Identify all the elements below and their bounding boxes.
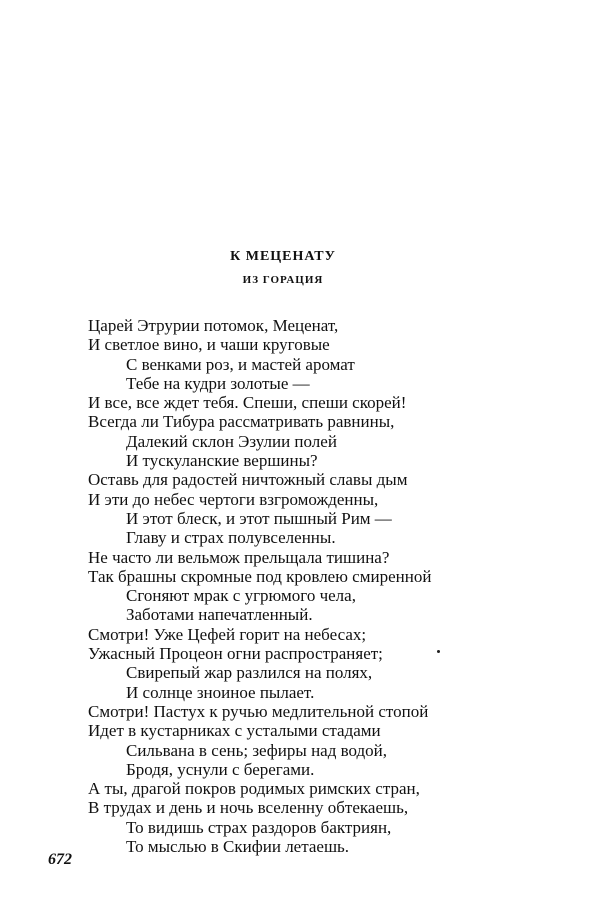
page-number: 672: [48, 851, 72, 868]
poem-line: А ты, драгой покров родимых римских стран,: [88, 779, 420, 799]
poem-line: Смотри! Уже Цефей горит на небесах;: [88, 624, 367, 644]
poem-line: То видишь страх раздоров бактриян,: [126, 817, 392, 837]
poem-line: И все, все ждет тебя. Спеши, спеши скорей!: [88, 393, 407, 413]
poem-line: И светлое вино, и чаши круговые: [88, 335, 330, 355]
poem-line: И тускуланские вершины?: [126, 451, 318, 471]
poem-line: Идет в кустарниках с усталыми стадами: [88, 721, 381, 741]
poem-line: И солнце зноиное пылает.: [126, 682, 315, 702]
poem-line: Далекий склон Эзулии полей: [126, 431, 337, 451]
poem-line: Оставь для радостей ничтожный славы дым: [88, 470, 408, 490]
poem-line: Свирепый жар разлился на полях,: [126, 663, 373, 683]
poem-subtitle: ИЗ ГОРАЦИЯ: [242, 274, 324, 286]
poem-line: Заботами напечатленный.: [126, 605, 313, 625]
print-speck: [437, 650, 440, 653]
poem-line: Бродя, уснули с берегами.: [126, 759, 315, 779]
poem-line: То мыслью в Скифии летаешь.: [126, 837, 350, 857]
poem-line: Тебе на кудри золотые —: [126, 373, 310, 393]
poem-line: Сгоняют мрак с угрюмого чела,: [126, 586, 356, 606]
poem-line: Царей Этрурии потомок, Меценат,: [88, 316, 339, 335]
poem-body: [88, 316, 593, 856]
poem-line: Главу и страх полувселенны.: [126, 528, 336, 548]
poem-line: В трудах и день и ночь вселенну обтекаешь,: [88, 798, 409, 818]
poem-title: К МЕЦЕНАТУ: [230, 249, 336, 264]
poem-line: И этот блеск, и этот пышный Рим —: [126, 508, 392, 528]
poem-line: Сильвана в сень; зефиры над водой,: [126, 740, 388, 760]
poem-line: Ужасный Процеон огни распространяет;: [88, 644, 383, 664]
poem-line: С венками роз, и мастей аромат: [126, 354, 355, 374]
poem-line: Всегда ли Тибура рассматривать равнины,: [88, 412, 395, 432]
poem-line: Так брашны скромные под кровлею смиренной: [88, 566, 432, 586]
poem-line: Не часто ли вельмож прельщала тишина?: [88, 547, 390, 567]
poem-line: И эти до небес чертоги взгроможденны,: [88, 489, 379, 509]
poem-line: Смотри! Пастух к ручью медлительной стопой: [88, 701, 429, 721]
